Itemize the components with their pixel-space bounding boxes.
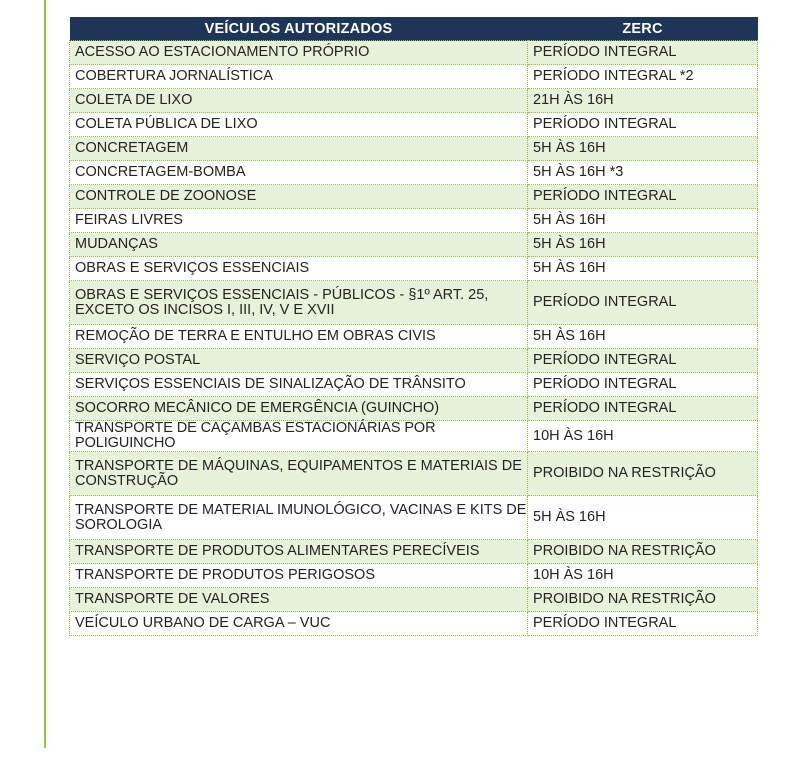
period-cell: 5H ÀS 16H (528, 325, 758, 349)
vehicle-cell: TRANSPORTE DE CAÇAMBAS ESTACIONÁRIAS POR POLIGUINCHO (70, 421, 528, 452)
authorized-vehicles-table (69, 17, 758, 636)
table-row (70, 113, 758, 137)
period-cell: 5H ÀS 16H *3 (528, 161, 758, 185)
vehicle-cell: COLETA DE LIXO (70, 89, 528, 113)
period-cell: PROIBIDO NA RESTRIÇÃO (528, 452, 758, 496)
table-row (70, 161, 758, 185)
vehicle-cell: SERVIÇOS ESSENCIAIS DE SINALIZAÇÃO DE TRÂNSITO (70, 373, 528, 397)
vehicle-cell: TRANSPORTE DE MATERIAL IMUNOLÓGICO, VACINAS E KITS DE SOROLOGIA (70, 496, 528, 540)
table-row (70, 421, 758, 452)
vehicle-cell: COLETA PÚBLICA DE LIXO (70, 113, 528, 137)
table-header-row (70, 17, 758, 41)
vehicle-cell: SOCORRO MECÂNICO DE EMERGÊNCIA (GUINCHO) (70, 397, 528, 421)
header-vehicles: VEÍCULOS AUTORIZADOS (70, 17, 528, 41)
period-cell: PERÍODO INTEGRAL (528, 373, 758, 397)
table-row (70, 452, 758, 496)
vehicle-cell: CONCRETAGEM-BOMBA (70, 161, 528, 185)
period-cell: 5H ÀS 16H (528, 233, 758, 257)
period-cell: 10H ÀS 16H (528, 564, 758, 588)
vehicle-cell: TRANSPORTE DE PRODUTOS PERIGOSOS (70, 564, 528, 588)
table-row (70, 540, 758, 564)
vehicle-cell: TRANSPORTE DE PRODUTOS ALIMENTARES PERECÍVEIS (70, 540, 528, 564)
table-row (70, 349, 758, 373)
period-cell: PERÍODO INTEGRAL (528, 349, 758, 373)
table-row (70, 325, 758, 349)
period-cell: PERÍODO INTEGRAL *2 (528, 65, 758, 89)
table-row (70, 373, 758, 397)
period-cell: PERÍODO INTEGRAL (528, 281, 758, 325)
period-cell: PERÍODO INTEGRAL (528, 113, 758, 137)
vehicle-cell: OBRAS E SERVIÇOS ESSENCIAIS - PÚBLICOS - §1º ART. 25, EXCETO OS INCISOS I, III, IV, V E XVII (70, 281, 528, 325)
period-cell: PERÍODO INTEGRAL (528, 612, 758, 636)
period-cell: PERÍODO INTEGRAL (528, 185, 758, 209)
period-cell: PROIBIDO NA RESTRIÇÃO (528, 540, 758, 564)
table-row (70, 185, 758, 209)
left-margin-rule (44, 0, 46, 748)
vehicle-cell: OBRAS E SERVIÇOS ESSENCIAIS (70, 257, 528, 281)
vehicle-cell: ACESSO AO ESTACIONAMENTO PRÓPRIO (70, 41, 528, 65)
table-row (70, 564, 758, 588)
table-row (70, 233, 758, 257)
vehicle-cell: TRANSPORTE DE MÁQUINAS, EQUIPAMENTOS E MATERIAIS DE CONSTRUÇÃO (70, 452, 528, 496)
table-row (70, 588, 758, 612)
period-cell: 5H ÀS 16H (528, 137, 758, 161)
table-row (70, 257, 758, 281)
table-row (70, 41, 758, 65)
vehicle-cell: CONCRETAGEM (70, 137, 528, 161)
vehicle-cell: VEÍCULO URBANO DE CARGA – VUC (70, 612, 528, 636)
table-row (70, 209, 758, 233)
table-row (70, 612, 758, 636)
table-row (70, 137, 758, 161)
period-cell: 5H ÀS 16H (528, 496, 758, 540)
table-row (70, 496, 758, 540)
period-cell: 5H ÀS 16H (528, 257, 758, 281)
period-cell: PROIBIDO NA RESTRIÇÃO (528, 588, 758, 612)
vehicle-cell: MUDANÇAS (70, 233, 528, 257)
vehicle-cell: FEIRAS LIVRES (70, 209, 528, 233)
period-cell: 21H ÀS 16H (528, 89, 758, 113)
header-zerc: ZERC (528, 17, 758, 41)
table-row (70, 65, 758, 89)
table-row (70, 281, 758, 325)
vehicle-cell: COBERTURA JORNALÍSTICA (70, 65, 528, 89)
period-cell: PERÍODO INTEGRAL (528, 397, 758, 421)
table-row (70, 397, 758, 421)
period-cell: 5H ÀS 16H (528, 209, 758, 233)
period-cell: 10H ÀS 16H (528, 421, 758, 452)
period-cell: PERÍODO INTEGRAL (528, 41, 758, 65)
vehicle-cell: REMOÇÃO DE TERRA E ENTULHO EM OBRAS CIVIS (70, 325, 528, 349)
vehicle-cell: CONTROLE DE ZOONOSE (70, 185, 528, 209)
vehicle-cell: TRANSPORTE DE VALORES (70, 588, 528, 612)
table-row (70, 89, 758, 113)
vehicle-cell: SERVIÇO POSTAL (70, 349, 528, 373)
